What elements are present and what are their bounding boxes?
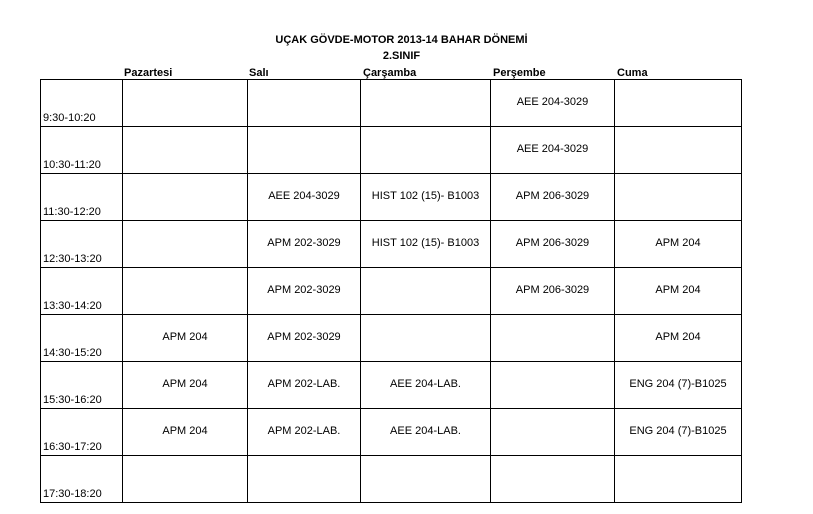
course-cell bbox=[361, 174, 491, 221]
page-title: UÇAK GÖVDE-MOTOR 2013-14 BAHAR DÖNEMİ bbox=[275, 34, 528, 46]
page-subtitle: 2.SINIF bbox=[382, 50, 421, 62]
course-cell bbox=[248, 409, 361, 456]
schedule-row bbox=[41, 127, 742, 174]
course-cell bbox=[615, 80, 742, 127]
course-cell bbox=[615, 456, 742, 503]
course-cell bbox=[615, 362, 742, 409]
course-cell bbox=[491, 174, 615, 221]
course-label: HIST 102 (15)- B1003 bbox=[371, 237, 480, 249]
course-cell bbox=[491, 221, 615, 268]
course-cell bbox=[491, 268, 615, 315]
course-label: AEE 204-3029 bbox=[516, 96, 589, 108]
course-label: APM 202-3029 bbox=[267, 284, 341, 296]
course-cell bbox=[491, 127, 615, 174]
course-cell bbox=[615, 268, 742, 315]
course-label: ENG 204 (7)-B1025 bbox=[629, 425, 727, 437]
schedule-row bbox=[41, 221, 742, 268]
time-slot-label: 10:30-11:20 bbox=[43, 159, 101, 171]
schedule-row bbox=[41, 409, 742, 456]
course-cell bbox=[123, 174, 248, 221]
course-cell bbox=[123, 456, 248, 503]
course-label: APM 206-3029 bbox=[515, 190, 590, 202]
course-label: APM 202-3029 bbox=[267, 237, 341, 249]
course-label: AEE 204-3029 bbox=[268, 190, 340, 202]
course-cell bbox=[248, 456, 361, 503]
course-cell bbox=[123, 127, 248, 174]
course-label: APM 202-LAB. bbox=[267, 378, 341, 390]
course-label: APM 204 bbox=[162, 425, 208, 437]
course-cell bbox=[491, 456, 615, 503]
time-slot-cell bbox=[41, 174, 123, 221]
course-cell bbox=[248, 221, 361, 268]
course-cell bbox=[123, 80, 248, 127]
course-cell bbox=[361, 268, 491, 315]
course-cell bbox=[615, 315, 742, 362]
course-label: APM 202-LAB. bbox=[267, 425, 341, 437]
course-cell bbox=[123, 221, 248, 268]
course-label: APM 204 bbox=[162, 331, 208, 343]
course-cell bbox=[615, 409, 742, 456]
course-cell bbox=[361, 362, 491, 409]
time-slot-cell bbox=[41, 315, 123, 362]
schedule-row bbox=[41, 80, 742, 127]
time-slot-cell bbox=[41, 221, 123, 268]
time-slot-cell bbox=[41, 268, 123, 315]
course-cell bbox=[491, 80, 615, 127]
time-slot-cell bbox=[41, 127, 123, 174]
course-cell bbox=[615, 174, 742, 221]
day-header-pazartesi: Pazartesi bbox=[124, 67, 173, 79]
course-label: ENG 204 (7)-B1025 bbox=[629, 378, 727, 390]
schedule-row bbox=[41, 268, 742, 315]
day-header-sali: Salı bbox=[249, 67, 269, 79]
time-slot-label: 17:30-18:20 bbox=[43, 488, 102, 500]
schedule-table bbox=[40, 79, 742, 503]
course-label: APM 204 bbox=[655, 284, 701, 296]
course-cell bbox=[248, 127, 361, 174]
course-label: APM 202-3029 bbox=[267, 331, 341, 343]
course-cell bbox=[123, 268, 248, 315]
time-slot-label: 11:30-12:20 bbox=[43, 206, 101, 218]
course-label: APM 206-3029 bbox=[515, 284, 590, 296]
course-cell bbox=[123, 362, 248, 409]
course-cell bbox=[248, 362, 361, 409]
course-cell bbox=[361, 221, 491, 268]
time-slot-cell bbox=[41, 80, 123, 127]
course-label: AEE 204-LAB. bbox=[390, 378, 461, 390]
schedule-row bbox=[41, 362, 742, 409]
time-slot-label: 9:30-10:20 bbox=[43, 112, 96, 124]
time-slot-label: 15:30-16:20 bbox=[43, 394, 102, 406]
course-cell bbox=[491, 315, 615, 362]
course-cell bbox=[615, 127, 742, 174]
course-label: AEE 204-LAB. bbox=[390, 425, 461, 437]
course-label: APM 204 bbox=[162, 378, 208, 390]
schedule-row bbox=[41, 456, 742, 503]
time-slot-label: 12:30-13:20 bbox=[43, 253, 102, 265]
course-label: APM 206-3029 bbox=[515, 237, 590, 249]
course-cell bbox=[361, 409, 491, 456]
schedule-row bbox=[41, 174, 742, 221]
course-label: APM 204 bbox=[655, 237, 701, 249]
time-slot-cell bbox=[41, 456, 123, 503]
course-cell bbox=[361, 315, 491, 362]
time-slot-cell bbox=[41, 362, 123, 409]
course-cell bbox=[615, 221, 742, 268]
time-slot-label: 13:30-14:20 bbox=[43, 300, 102, 312]
course-cell bbox=[361, 80, 491, 127]
course-cell bbox=[123, 409, 248, 456]
course-cell bbox=[491, 409, 615, 456]
course-cell bbox=[361, 127, 491, 174]
day-header-cuma: Cuma bbox=[617, 67, 648, 79]
course-cell bbox=[248, 80, 361, 127]
course-label: APM 204 bbox=[655, 331, 701, 343]
day-header-carsamba: Çarşamba bbox=[363, 67, 417, 79]
schedule-row bbox=[41, 315, 742, 362]
course-label: AEE 204-3029 bbox=[516, 143, 589, 155]
course-cell bbox=[123, 315, 248, 362]
time-slot-cell bbox=[41, 409, 123, 456]
day-header-persembe: Perşembe bbox=[493, 67, 546, 79]
course-cell bbox=[361, 456, 491, 503]
course-label: HIST 102 (15)- B1003 bbox=[371, 190, 480, 202]
course-cell bbox=[491, 362, 615, 409]
time-slot-label: 14:30-15:20 bbox=[43, 347, 102, 359]
course-cell bbox=[248, 174, 361, 221]
time-slot-label: 16:30-17:20 bbox=[43, 441, 102, 453]
course-cell bbox=[248, 268, 361, 315]
course-cell bbox=[248, 315, 361, 362]
